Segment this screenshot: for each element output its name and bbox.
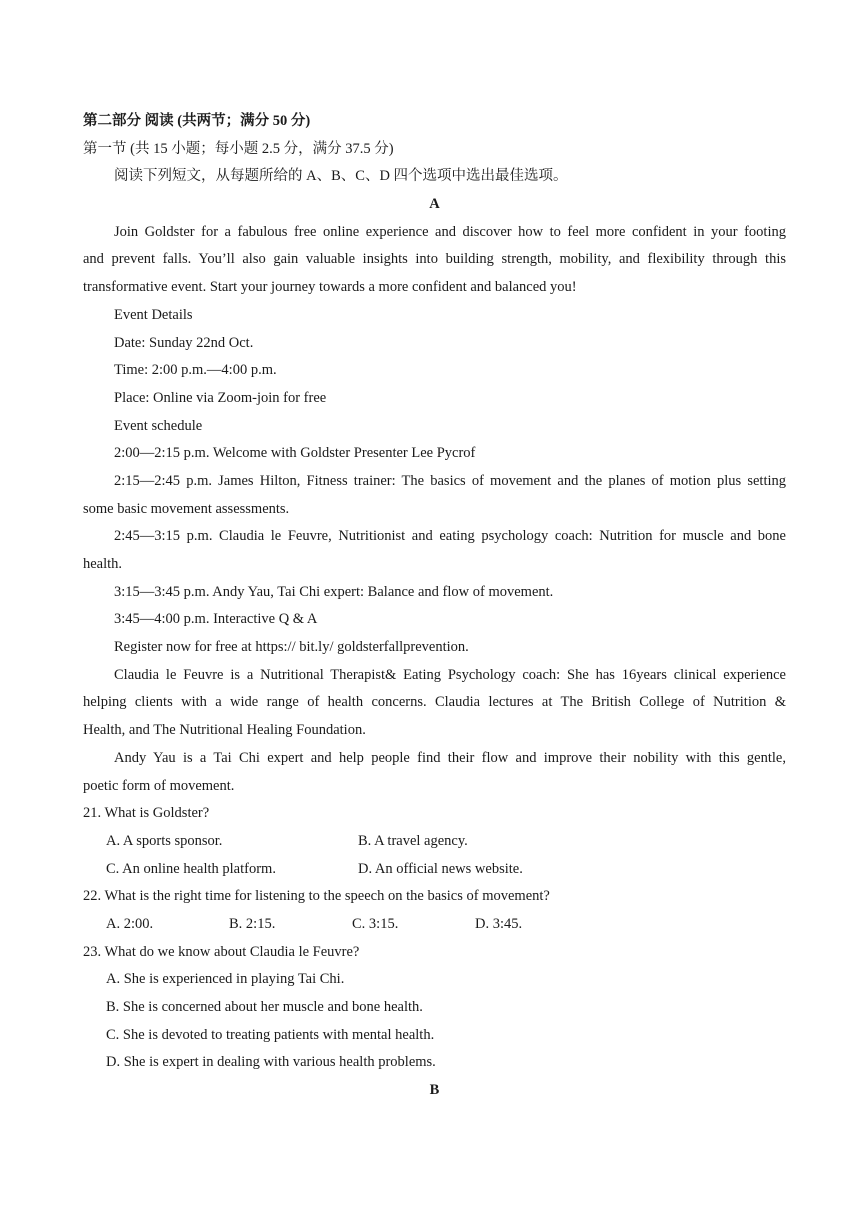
question-23-option-a: A. She is experienced in playing Tai Chi. <box>106 971 345 988</box>
claudia-bio-line-2: helping clients with a wide range of health concerns. Claudia lectures at The British College of Nutrition & <box>83 694 786 711</box>
question-21-option-b: B. A travel agency. <box>358 832 468 849</box>
schedule-item-2-line-1: 2:15—2:45 p.m. James Hilton, Fitness trainer: The basics of movement and the planes of motion plus setting <box>114 472 786 489</box>
intro-line-2: and prevent falls. You’ll also gain valuable insights into building strength, mobility, and flexibility through this <box>83 251 786 268</box>
intro-line-1: Join Goldster for a fabulous free online experience and discover how to feel more confident in your footing <box>114 223 786 240</box>
claudia-bio-line-3: Health, and The Nutritional Healing Foundation. <box>83 722 366 739</box>
question-23-option-c: C. She is devoted to treating patients with mental health. <box>106 1026 435 1043</box>
claudia-bio-line-1: Claudia le Feuvre is a Nutritional Therapist& Eating Psychology coach: She has 16years clinical experience <box>114 666 786 683</box>
question-21-stem: 21. What is Goldster? <box>83 805 210 822</box>
question-22-option-b: B. 2:15. <box>229 915 276 932</box>
instruction: 阅读下列短文，从每题所给的 A、B、C、D 四个选项中选出最佳选项。 <box>114 168 568 185</box>
schedule-item-3-line-2: health. <box>83 556 123 572</box>
schedule-item-1: 2:00—2:15 p.m. Welcome with Goldster Presenter Lee Pycrof <box>114 445 476 462</box>
question-21-options-row-2 <box>83 856 786 884</box>
question-22-stem: 22. What is the right time for listening to the speech on the basics of movement? <box>83 888 550 905</box>
schedule-item-2-line-2: some basic movement assessments. <box>83 500 290 517</box>
question-21-option-c: C. An online health platform. <box>106 860 276 877</box>
question-22-option-a: A. 2:00. <box>106 915 154 932</box>
section-title: 第一节 (共 15 小题；每小题 2.5 分，满分 37.5 分) <box>83 140 394 157</box>
schedule-item-5: 3:45—4:00 p.m. Interactive Q & A <box>114 611 318 628</box>
question-23-stem: 23. What do we know about Claudia le Feuvre? <box>83 943 360 960</box>
question-23-option-b: B. She is concerned about her muscle and bone health. <box>106 999 423 1015</box>
intro-line-3: transformative event. Start your journey towards a more confident and balanced you! <box>83 279 577 296</box>
event-date: Date: Sunday 22nd Oct. <box>114 334 254 351</box>
question-22-option-d: D. 3:45. <box>475 915 523 932</box>
question-21-options-row-1 <box>83 828 786 856</box>
schedule-heading: Event schedule <box>114 417 203 434</box>
schedule-item-4: 3:15—3:45 p.m. Andy Yau, Tai Chi expert: Balance and flow of movement. <box>114 583 554 600</box>
passage-a-label: A <box>429 196 440 213</box>
event-details-heading: Event Details <box>114 306 193 323</box>
part-title: 第二部分 阅读 (共两节；满分 50 分) <box>83 113 311 129</box>
question-21-option-a: A. A sports sponsor. <box>106 832 223 849</box>
register-text: Register now for free at https:// bit.ly/ goldsterfallprevention. <box>114 639 469 656</box>
schedule-item-3-line-1: 2:45—3:15 p.m. Claudia le Feuvre, Nutritionist and eating psychology coach: Nutrition for muscle and bone <box>114 528 786 545</box>
question-22-options <box>83 911 786 939</box>
page-content <box>83 108 786 1105</box>
event-place: Place: Online via Zoom-join for free <box>114 389 327 406</box>
andy-bio-line-2: poetic form of movement. <box>83 777 235 794</box>
event-time: Time: 2:00 p.m.—4:00 p.m. <box>114 362 277 379</box>
question-23-option-d: D. She is expert in dealing with various health problems. <box>106 1054 436 1071</box>
question-22-option-c: C. 3:15. <box>352 915 399 932</box>
question-21-option-d: D. An official news website. <box>358 860 523 877</box>
passage-b-label: B <box>429 1082 440 1099</box>
andy-bio-line-1: Andy Yau is a Tai Chi expert and help people find their flow and improve their nobility with this gentle, <box>114 749 786 766</box>
